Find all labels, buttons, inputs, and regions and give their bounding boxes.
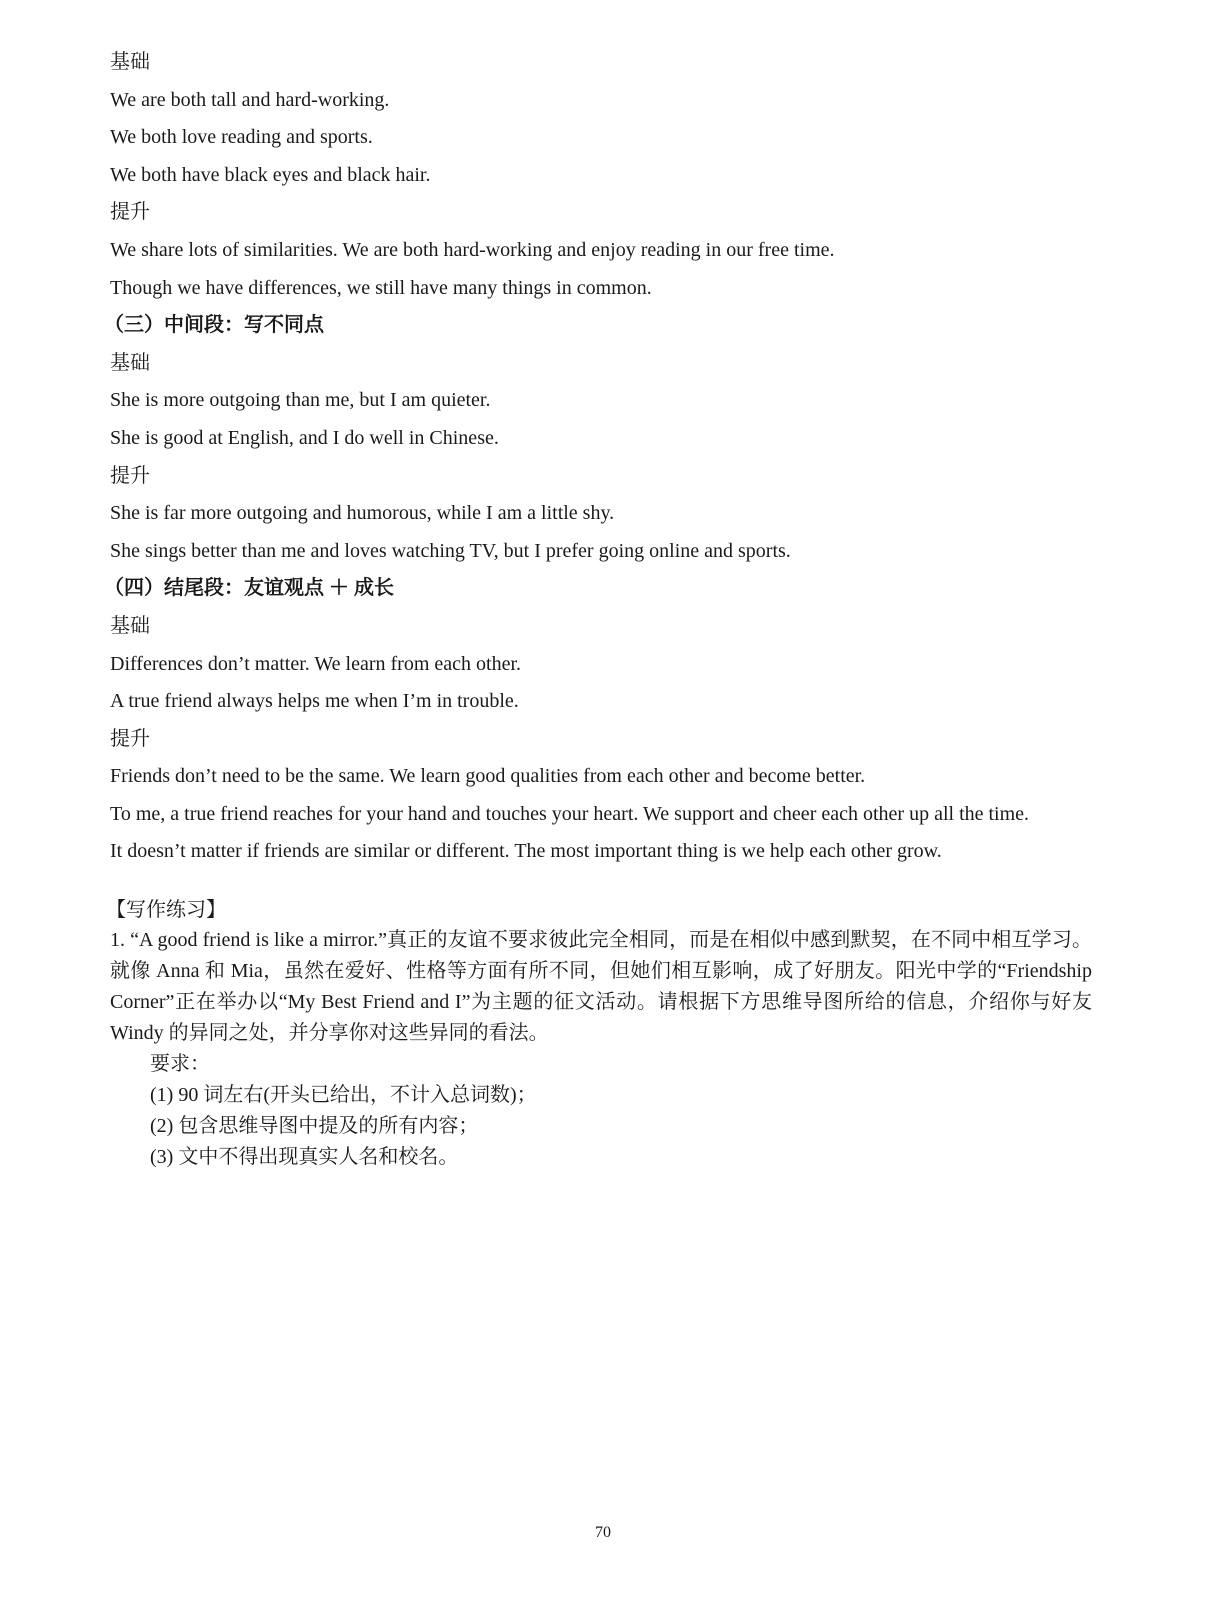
basic-label: 基础 xyxy=(110,51,150,73)
requirements-title: 要求： xyxy=(150,1053,210,1076)
sentence-line: Differences don’t matter. We learn from each other. xyxy=(110,652,522,675)
advanced-label: 提升 xyxy=(110,727,150,750)
sentence-line: She is good at English, and I do well in Chinese. xyxy=(110,426,499,449)
sentence-line: We are both tall and hard-working. xyxy=(110,88,390,111)
requirement-item: (3) 文中不得出现真实人名和校名。 xyxy=(150,1146,459,1169)
sentence-line: We share lots of similarities. We are both hard-working and enjoy reading in our free time. xyxy=(110,238,835,261)
exercise-title: 【写作练习】 xyxy=(106,899,226,922)
sentence-line: Though we have differences, we still have many things in common. xyxy=(110,276,652,299)
sentence-line: She is more outgoing than me, but I am quieter. xyxy=(110,389,491,412)
sentence-line: She sings better than me and loves watching TV, but I prefer going online and sports. xyxy=(110,539,791,562)
section-heading-differences: （三）中间段：写不同点 xyxy=(104,314,324,337)
page-number: 70 xyxy=(595,1524,611,1541)
sentence-line: A true friend always helps me when I’m in trouble. xyxy=(110,690,519,713)
section-heading-conclusion: （四）结尾段：友谊观点 ＋ 成长 xyxy=(104,577,394,600)
spacer xyxy=(110,871,1100,895)
advanced-label: 提升 xyxy=(110,464,150,487)
page-content xyxy=(104,44,1100,1173)
sentence-line: It doesn’t matter if friends are similar or different. The most important thing is we help each other grow. xyxy=(110,840,942,863)
sentence-line: We both love reading and sports. xyxy=(110,126,373,149)
sentence-line: Friends don’t need to be the same. We learn good qualities from each other and become better. xyxy=(110,765,866,788)
sentence-line: She is far more outgoing and humorous, while I am a little shy. xyxy=(110,502,615,525)
requirement-item: (1) 90 词左右(开头已给出，不计入总词数)； xyxy=(150,1084,537,1107)
sentence-line: We both have black eyes and black hair. xyxy=(110,163,431,186)
sentence-line: To me, a true friend reaches for your hand and touches your heart. We support and cheer each other up all the time. xyxy=(110,802,1030,825)
exercise-prompt: 1. “A good friend is like a mirror.”真正的友谊不要求彼此完全相同，而是在相似中感到默契，在不同中相互学习。就像 Anna 和 Mia，虽然在爱好、性格等方面有所不同，但她们相互影响，成了好朋友。阳光中学的“Friendship Corner”正在举办以“My Best Friend and I”为主题的征文活动。请根据下方思维导图所给的信息，介绍你与好友 Windy 的异同之处，并分享你对这些异同的看法。 xyxy=(110,929,1092,1045)
basic-label: 基础 xyxy=(110,351,150,374)
advanced-label: 提升 xyxy=(110,201,150,224)
basic-label: 基础 xyxy=(110,614,150,637)
requirement-item: (2) 包含思维导图中提及的所有内容； xyxy=(150,1115,479,1138)
